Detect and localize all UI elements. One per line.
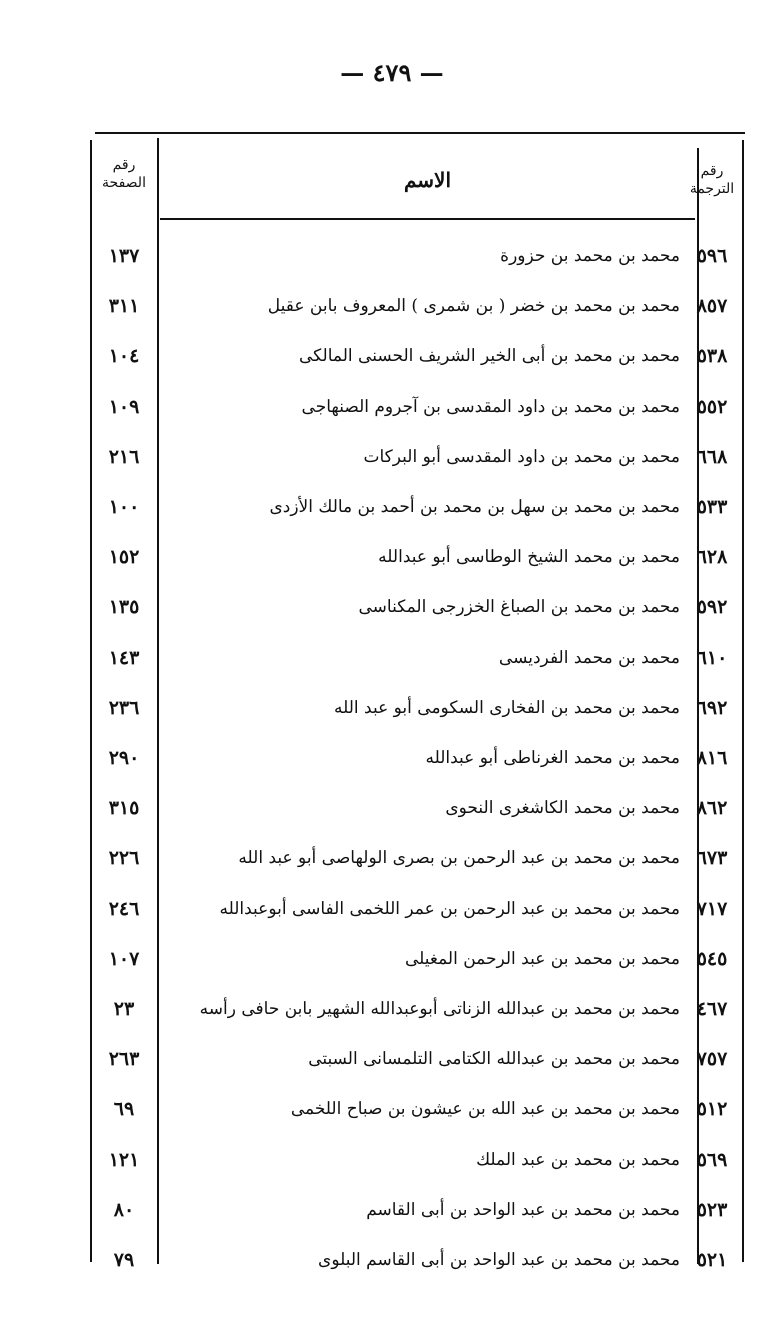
translation-number: ٥١٢	[696, 1098, 728, 1120]
table-row	[0, 989, 784, 1029]
person-name: محمد بن محمد الكاشغرى النحوى	[445, 798, 680, 818]
page-reference: ٢٣	[113, 998, 135, 1020]
translation-number: ٦٢٨	[696, 546, 728, 568]
table-row	[0, 286, 784, 326]
translation-number: ٥٣٨	[696, 345, 728, 367]
translation-number: ٤٦٧	[696, 998, 728, 1020]
page-reference: ٢٢٦	[108, 847, 140, 869]
table-row	[0, 939, 784, 979]
page-reference: ٢٩٠	[108, 747, 140, 769]
table-row	[0, 587, 784, 627]
translation-number: ٨١٦	[696, 747, 728, 769]
translation-number: ٥٥٢	[696, 396, 728, 418]
translation-number: ٥٢٣	[696, 1199, 728, 1221]
table-row	[0, 1089, 784, 1129]
translation-number: ٧٥٧	[696, 1048, 728, 1070]
person-name: محمد بن محمد بن الصباغ الخزرجى المكناسى	[358, 597, 680, 617]
table-row	[0, 487, 784, 527]
person-name: محمد بن محمد بن حزورة	[500, 246, 680, 266]
page-reference: ٦٩	[113, 1098, 135, 1120]
page-reference: ١٠٧	[108, 948, 140, 970]
header-name: الاسم	[403, 168, 452, 192]
translation-number: ٧١٧	[696, 898, 728, 920]
page-reference: ١٠٠	[108, 496, 140, 518]
table-row	[0, 838, 784, 878]
person-name: محمد بن محمد بن عبد الواحد بن أبى القاسم البلوى	[318, 1250, 680, 1270]
person-name: محمد بن محمد بن عبد الرحمن بن بصرى الولهاصى أبو عبد الله	[238, 848, 680, 868]
table-row	[0, 1240, 784, 1280]
page-reference: ١٣٥	[108, 596, 140, 618]
person-name: محمد بن محمد بن عبدالله الكتامى التلمسانى السبتى	[308, 1049, 680, 1069]
page-reference: ١٣٧	[108, 245, 140, 267]
person-name: محمد بن محمد الفرديسى	[498, 648, 680, 668]
table-row	[0, 437, 784, 477]
person-name: محمد بن محمد بن عبد الله بن عيشون بن صباح اللخمى	[290, 1099, 680, 1119]
page-reference: ١٤٣	[108, 647, 140, 669]
table-row	[0, 638, 784, 678]
translation-number: ٨٥٧	[696, 295, 728, 317]
table-row	[0, 788, 784, 828]
table-row	[0, 1140, 784, 1180]
table-row	[0, 738, 784, 778]
header-translation-number-label: رقم الترجمة	[689, 163, 735, 197]
page-reference: ١٢١	[108, 1149, 140, 1171]
translation-number: ٥٣٣	[696, 496, 728, 518]
person-name: محمد بن محمد بن عبد الواحد بن أبى القاسم	[366, 1200, 680, 1220]
translation-number: ٥٦٩	[696, 1149, 728, 1171]
translation-number: ٦٧٣	[696, 847, 728, 869]
table-top-rule	[95, 132, 745, 134]
table-row	[0, 537, 784, 577]
translation-number: ٥٩٦	[696, 245, 728, 267]
page-reference: ٣١١	[108, 295, 140, 317]
translation-number: ٨٦٢	[696, 797, 728, 819]
page-reference: ٨٠	[113, 1199, 135, 1221]
person-name: محمد بن محمد بن عبد الرحمن المغيلى	[404, 949, 680, 969]
table-row	[0, 236, 784, 276]
page-reference: ١٠٩	[108, 396, 140, 418]
table-row	[0, 1039, 784, 1079]
table-row	[0, 889, 784, 929]
header-bottom-rule	[160, 218, 695, 220]
person-name: محمد بن محمد بن سهل بن محمد بن أحمد بن مالك الأزدى	[269, 497, 680, 517]
person-name: محمد بن محمد بن عبد الرحمن بن عمر اللخمى الفاسى أبوعبدالله	[219, 899, 680, 919]
translation-number: ٦٩٢	[696, 697, 728, 719]
person-name: محمد بن محمد الغرناطى أبو عبدالله	[425, 748, 680, 768]
person-name: محمد بن محمد بن داود المقدسى أبو البركات	[363, 447, 680, 467]
page-reference: ٢٦٣	[108, 1048, 140, 1070]
person-name: محمد بن محمد بن عبدالله الزناتى أبوعبدالله الشهير بابن حافى رأسه	[199, 999, 680, 1019]
table-row	[0, 387, 784, 427]
table-row	[0, 688, 784, 728]
person-name: محمد بن محمد بن داود المقدسى بن آجروم الصنهاجى	[301, 397, 680, 417]
page-reference: ٢١٦	[108, 446, 140, 468]
page-reference: ٢٤٦	[108, 898, 140, 920]
header-page-number-label: رقم الصفحة	[102, 157, 146, 191]
header-page-number	[90, 156, 158, 192]
person-name: محمد بن محمد الشيخ الوطاسى أبو عبدالله	[378, 547, 680, 567]
translation-number: ٥٢١	[696, 1249, 728, 1271]
page-number: — ٤٧٩ —	[340, 58, 444, 87]
translation-number: ٥٩٢	[696, 596, 728, 618]
page-reference: ١٥٢	[108, 546, 140, 568]
page-reference: ١٠٤	[108, 345, 140, 367]
page-reference: ٧٩	[113, 1249, 135, 1271]
translation-number: ٥٤٥	[696, 948, 728, 970]
person-name: محمد بن محمد بن الفخارى السكومى أبو عبد الله	[333, 698, 680, 718]
table-row	[0, 336, 784, 376]
translation-number: ٦١٠	[696, 647, 728, 669]
person-name: محمد بن محمد بن خضر ( بن شمرى ) المعروف بابن عقيل	[267, 296, 680, 316]
table-row	[0, 1190, 784, 1230]
page-reference: ٣١٥	[108, 797, 140, 819]
person-name: محمد بن محمد بن عبد الملك	[476, 1150, 680, 1170]
page-reference: ٢٣٦	[108, 697, 140, 719]
person-name: محمد بن محمد بن أبى الخير الشريف الحسنى المالكى	[298, 346, 680, 366]
translation-number: ٦٦٨	[696, 446, 728, 468]
